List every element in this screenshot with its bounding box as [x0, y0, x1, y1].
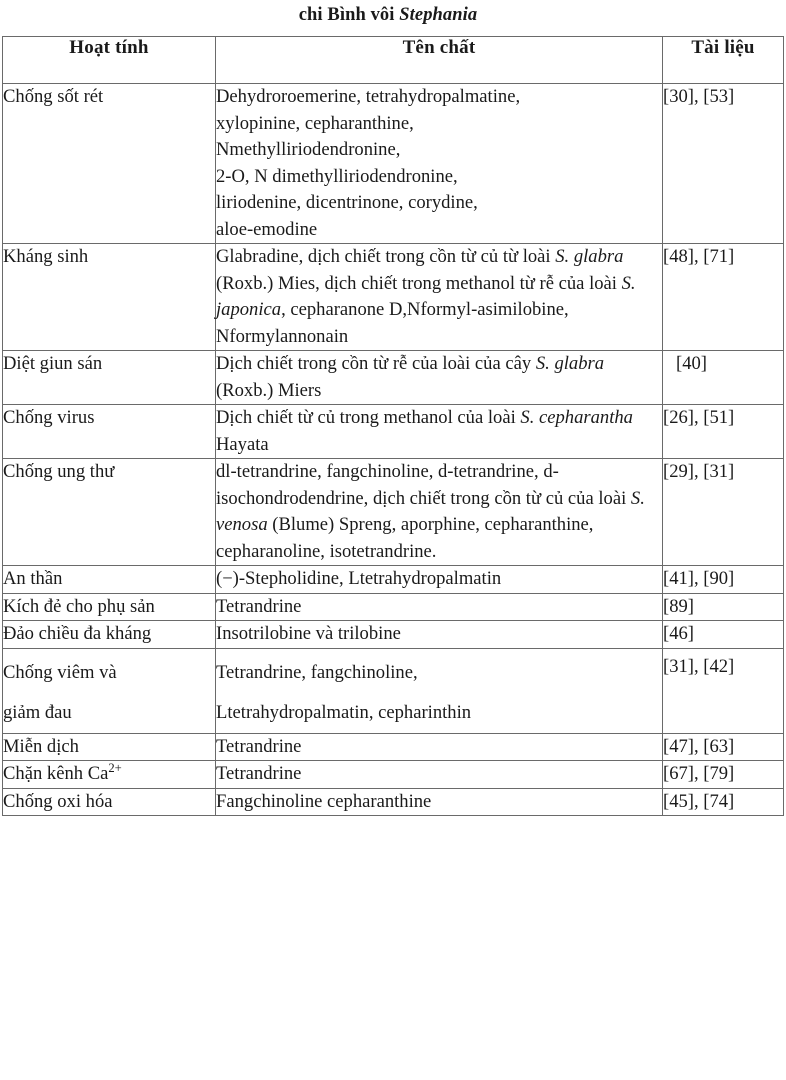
cell-reference: [26], [51] [663, 405, 784, 459]
cell-reference: [45], [74] [663, 788, 784, 816]
cell-substance: Fangchinoline cepharanthine [216, 788, 663, 816]
table-row [3, 733, 784, 761]
cell-reference: [31], [42] [663, 648, 784, 733]
superscript-charge: 2+ [108, 760, 122, 775]
table-row [3, 244, 784, 351]
cell-substance: Tetrandrine, fangchinoline, Ltetrahydropalmatin, cepharinthin [216, 648, 663, 733]
cell-activity: Kháng sinh [3, 244, 216, 351]
cell-reference: [48], [71] [663, 244, 784, 351]
table-body [3, 84, 784, 816]
scientific-name: S. cepharantha [520, 407, 633, 428]
cell-substance: Tetrandrine [216, 593, 663, 621]
caption-text: chi Bình vôi [298, 5, 400, 25]
cell-reference: [40] [663, 351, 784, 405]
cell-activity: Chặn kênh $Ca^{2+}$ [3, 761, 216, 789]
cell-reference: [89] [663, 593, 784, 621]
cell-activity: Đảo chiều đa kháng [3, 621, 216, 649]
cell-activity: Chống viêm và giảm đau [3, 648, 216, 733]
table-header [3, 37, 784, 84]
table-row [3, 648, 784, 733]
cell-substance: (−)-Stepholidine, Ltetrahydropalmatin [216, 566, 663, 594]
cell-activity: Diệt giun sán [3, 351, 216, 405]
cell-substance: Tetrandrine [216, 733, 663, 761]
cell-activity: Chống sốt rét [3, 84, 216, 244]
cell-activity: Chống oxi hóa [3, 788, 216, 816]
table-row [3, 405, 784, 459]
table-row [3, 84, 784, 244]
table-row [3, 459, 784, 566]
column-header-activity: Hoạt tính [3, 37, 216, 84]
table-caption [0, 0, 786, 28]
cell-substance: Tetrandrine [216, 761, 663, 789]
cell-reference: [47], [63] [663, 733, 784, 761]
cell-substance: dl-tetrandrine, fangchinoline, d-tetrandrine, d-isochondrodendrine, dịch chiết trong cồn từ củ của loài S. venosa (Blume) Spreng, aporphine, cepharanthine, cepharanoline, isotetrandrine. [216, 459, 663, 566]
cell-reference: [30], [53] [663, 84, 784, 244]
table-header-row [3, 37, 784, 84]
cell-substance: Dehydroroemerine, tetrahydropalmatine, xylopinine, cepharanthine, Nmethylliriodendronine, 2-O, N dimethylliriodendronine, liriodenine, dicentrinone, corydine, aloe-emodine [216, 84, 663, 244]
column-header-reference: Tài liệu [663, 37, 784, 84]
scientific-name: S. glabra [555, 246, 624, 267]
cell-reference: [46] [663, 621, 784, 649]
cell-activity: An thần [3, 566, 216, 594]
scientific-name: S. japonica [216, 272, 636, 320]
cell-reference: [41], [90] [663, 566, 784, 594]
scientific-name: S. glabra [535, 353, 605, 374]
table-row [3, 788, 784, 816]
cell-substance: Dịch chiết từ củ trong methanol của loài S. cepharantha Hayata [216, 405, 663, 459]
cell-substance: Dịch chiết trong cồn từ rễ của loài của cây S. glabra (Roxb.) Miers [216, 351, 663, 405]
cell-activity: Chống ung thư [3, 459, 216, 566]
cell-activity: Miễn dịch [3, 733, 216, 761]
cell-activity: Chống virus [3, 405, 216, 459]
table-row [3, 761, 784, 789]
cell-activity: Kích đẻ cho phụ sản [3, 593, 216, 621]
caption-scientific-name: Stephania [399, 5, 478, 25]
table-row [3, 566, 784, 594]
table-row [3, 621, 784, 649]
table-row [3, 351, 784, 405]
cell-substance: Insotrilobine và trilobine [216, 621, 663, 649]
cell-substance: Glabradine, dịch chiết trong cồn từ củ từ loài S. glabra (Roxb.) Mies, dịch chiết trong methanol từ rễ của loài S. japonica, cepharanone D,Nformyl-asimilobine, Nformylannonain [216, 244, 663, 351]
column-header-substance: Tên chất [216, 37, 663, 84]
cell-reference: [67], [79] [663, 761, 784, 789]
activity-table [2, 36, 784, 816]
table-row [3, 593, 784, 621]
scientific-name: S. venosa [216, 487, 645, 535]
activity-table-container [2, 36, 783, 816]
cell-reference: [29], [31] [663, 459, 784, 566]
